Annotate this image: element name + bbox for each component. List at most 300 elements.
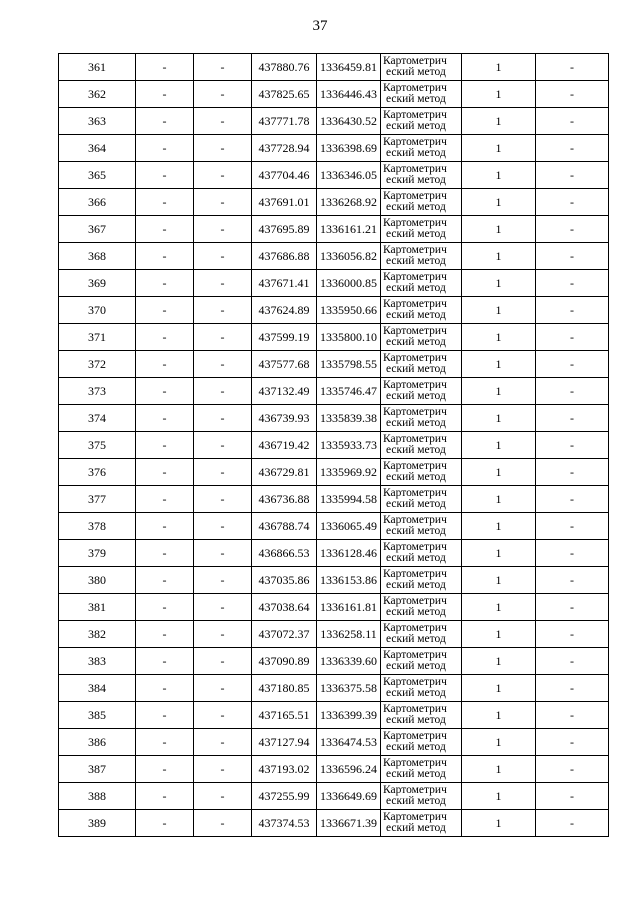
method-cell [381,594,462,621]
dash-cell: - [136,81,194,108]
accuracy-cell: 1 [462,810,536,837]
table-row [59,594,609,621]
page-number: 37 [312,18,328,34]
accuracy-cell: 1 [462,513,536,540]
dash-cell: - [194,594,252,621]
method-line-1: Картометрич [383,325,447,337]
table-row [59,216,609,243]
method-line-2: еский метод [386,309,446,321]
accuracy-cell: 1 [462,81,536,108]
accuracy-cell: 1 [462,324,536,351]
dash-cell: - [536,702,609,729]
table-body [59,54,609,837]
table-row [59,648,609,675]
method-cell [381,459,462,486]
dash-cell: - [536,135,609,162]
dash-cell: - [536,810,609,837]
dash-cell: - [536,513,609,540]
point-number-cell: 370 [59,297,136,324]
dash-cell: - [194,675,252,702]
method-line-1: Картометрич [383,352,447,364]
dash-cell: - [136,486,194,513]
method-line-1: Картометрич [383,568,447,580]
point-number-cell: 382 [59,621,136,648]
dash-cell: - [536,81,609,108]
method-line-1: Картометрич [383,730,447,742]
method-cell [381,567,462,594]
y-coordinate-cell: 1336268.92 [317,189,381,216]
table-row [59,513,609,540]
y-coordinate-cell: 1336056.82 [317,243,381,270]
method-line-2: еский метод [386,147,446,159]
dash-cell: - [536,648,609,675]
method-line-2: еский метод [386,201,446,213]
x-coordinate-cell: 437704.46 [252,162,317,189]
dash-cell: - [194,108,252,135]
method-line-2: еский метод [386,255,446,267]
method-line-1: Картометрич [383,109,447,121]
accuracy-cell: 1 [462,216,536,243]
dash-cell: - [536,621,609,648]
dash-cell: - [536,675,609,702]
dash-cell: - [136,108,194,135]
dash-cell: - [536,432,609,459]
method-cell [381,702,462,729]
dash-cell: - [194,297,252,324]
method-line-1: Картометрич [383,541,447,553]
y-coordinate-cell: 1336430.52 [317,108,381,135]
table-row [59,135,609,162]
method-line-2: еский метод [386,606,446,618]
y-coordinate-cell: 1335994.58 [317,486,381,513]
table-row [59,189,609,216]
dash-cell: - [536,756,609,783]
method-cell [381,540,462,567]
method-cell [381,135,462,162]
method-line-2: еский метод [386,363,446,375]
method-cell [381,243,462,270]
method-line-2: еский метод [386,687,446,699]
point-number-cell: 375 [59,432,136,459]
y-coordinate-cell: 1336459.81 [317,54,381,81]
table-row [59,297,609,324]
accuracy-cell: 1 [462,189,536,216]
method-line-2: еский метод [386,768,446,780]
point-number-cell: 389 [59,810,136,837]
method-line-2: еский метод [386,336,446,348]
table-row [59,783,609,810]
dash-cell: - [136,243,194,270]
point-number-cell: 380 [59,567,136,594]
x-coordinate-cell: 437599.19 [252,324,317,351]
point-number-cell: 371 [59,324,136,351]
dash-cell: - [536,783,609,810]
y-coordinate-cell: 1336446.43 [317,81,381,108]
method-cell [381,324,462,351]
method-line-1: Картометрич [383,379,447,391]
y-coordinate-cell: 1336596.24 [317,756,381,783]
point-number-cell: 361 [59,54,136,81]
dash-cell: - [536,567,609,594]
method-line-2: еский метод [386,390,446,402]
method-line-2: еский метод [386,660,446,672]
table-row [59,729,609,756]
accuracy-cell: 1 [462,135,536,162]
method-line-1: Картометрич [383,55,447,67]
y-coordinate-cell: 1336065.49 [317,513,381,540]
dash-cell: - [194,729,252,756]
dash-cell: - [536,162,609,189]
y-coordinate-cell: 1336258.11 [317,621,381,648]
y-coordinate-cell: 1335839.38 [317,405,381,432]
table-row [59,810,609,837]
x-coordinate-cell: 436866.53 [252,540,317,567]
x-coordinate-cell: 437038.64 [252,594,317,621]
dash-cell: - [136,216,194,243]
dash-cell: - [136,783,194,810]
point-number-cell: 381 [59,594,136,621]
dash-cell: - [536,405,609,432]
dash-cell: - [194,540,252,567]
dash-cell: - [194,432,252,459]
accuracy-cell: 1 [462,243,536,270]
accuracy-cell: 1 [462,270,536,297]
dash-cell: - [194,459,252,486]
dash-cell: - [136,54,194,81]
point-number-cell: 377 [59,486,136,513]
method-cell [381,378,462,405]
method-line-1: Картометрич [383,595,447,607]
x-coordinate-cell: 436739.93 [252,405,317,432]
dash-cell: - [536,540,609,567]
dash-cell: - [194,189,252,216]
dash-cell: - [136,324,194,351]
dash-cell: - [536,243,609,270]
x-coordinate-cell: 437127.94 [252,729,317,756]
dash-cell: - [536,351,609,378]
y-coordinate-cell: 1336398.69 [317,135,381,162]
x-coordinate-cell: 437880.76 [252,54,317,81]
method-line-1: Картометрич [383,271,447,283]
table-row [59,486,609,513]
method-line-1: Картометрич [383,190,447,202]
x-coordinate-cell: 437090.89 [252,648,317,675]
dash-cell: - [136,567,194,594]
y-coordinate-cell: 1336161.21 [317,216,381,243]
x-coordinate-cell: 437686.88 [252,243,317,270]
y-coordinate-cell: 1336000.85 [317,270,381,297]
x-coordinate-cell: 437255.99 [252,783,317,810]
table-row [59,540,609,567]
accuracy-cell: 1 [462,702,536,729]
accuracy-cell: 1 [462,594,536,621]
table-row [59,756,609,783]
x-coordinate-cell: 437671.41 [252,270,317,297]
method-cell [381,756,462,783]
accuracy-cell: 1 [462,675,536,702]
method-cell [381,675,462,702]
method-line-2: еский метод [386,174,446,186]
dash-cell: - [536,486,609,513]
point-number-cell: 365 [59,162,136,189]
method-line-1: Картометрич [383,433,447,445]
method-line-2: еский метод [386,633,446,645]
method-line-2: еский метод [386,228,446,240]
method-line-2: еский метод [386,525,446,537]
table-row [59,324,609,351]
method-line-1: Картометрич [383,136,447,148]
method-line-1: Картометрич [383,811,447,823]
point-number-cell: 386 [59,729,136,756]
accuracy-cell: 1 [462,432,536,459]
table-row [59,675,609,702]
method-cell [381,486,462,513]
method-cell [381,513,462,540]
y-coordinate-cell: 1335800.10 [317,324,381,351]
method-line-1: Картометрич [383,514,447,526]
y-coordinate-cell: 1336153.86 [317,567,381,594]
table-row [59,621,609,648]
dash-cell: - [136,162,194,189]
method-line-2: еский метод [386,795,446,807]
method-line-1: Картометрич [383,649,447,661]
accuracy-cell: 1 [462,108,536,135]
method-line-1: Картометрич [383,757,447,769]
point-number-cell: 362 [59,81,136,108]
y-coordinate-cell: 1336399.39 [317,702,381,729]
table-row [59,54,609,81]
table-row [59,162,609,189]
method-cell [381,729,462,756]
x-coordinate-cell: 437132.49 [252,378,317,405]
dash-cell: - [136,351,194,378]
point-number-cell: 385 [59,702,136,729]
method-line-1: Картометрич [383,244,447,256]
method-cell [381,351,462,378]
accuracy-cell: 1 [462,459,536,486]
x-coordinate-cell: 436719.42 [252,432,317,459]
dash-cell: - [194,702,252,729]
dash-cell: - [194,270,252,297]
accuracy-cell: 1 [462,783,536,810]
method-line-2: еский метод [386,822,446,834]
dash-cell: - [136,378,194,405]
dash-cell: - [136,810,194,837]
x-coordinate-cell: 437728.94 [252,135,317,162]
accuracy-cell: 1 [462,540,536,567]
table-row [59,432,609,459]
dash-cell: - [536,378,609,405]
x-coordinate-cell: 437771.78 [252,108,317,135]
x-coordinate-cell: 437691.01 [252,189,317,216]
dash-cell: - [136,297,194,324]
dash-cell: - [536,216,609,243]
accuracy-cell: 1 [462,54,536,81]
dash-cell: - [194,486,252,513]
dash-cell: - [194,405,252,432]
point-number-cell: 388 [59,783,136,810]
dash-cell: - [136,675,194,702]
x-coordinate-cell: 437072.37 [252,621,317,648]
dash-cell: - [136,702,194,729]
method-cell [381,297,462,324]
y-coordinate-cell: 1336339.60 [317,648,381,675]
method-cell [381,270,462,297]
point-number-cell: 384 [59,675,136,702]
table-row [59,81,609,108]
dash-cell: - [194,81,252,108]
point-number-cell: 376 [59,459,136,486]
x-coordinate-cell: 437180.85 [252,675,317,702]
dash-cell: - [136,459,194,486]
accuracy-cell: 1 [462,351,536,378]
dash-cell: - [136,270,194,297]
x-coordinate-cell: 437374.53 [252,810,317,837]
accuracy-cell: 1 [462,648,536,675]
accuracy-cell: 1 [462,621,536,648]
dash-cell: - [194,783,252,810]
method-line-2: еский метод [386,66,446,78]
y-coordinate-cell: 1336161.81 [317,594,381,621]
method-line-1: Картометрич [383,487,447,499]
table-row [59,108,609,135]
dash-cell: - [136,189,194,216]
x-coordinate-cell: 437193.02 [252,756,317,783]
dash-cell: - [136,540,194,567]
method-cell [381,216,462,243]
method-line-2: еский метод [386,714,446,726]
dash-cell: - [194,243,252,270]
dash-cell: - [136,432,194,459]
x-coordinate-cell: 436729.81 [252,459,317,486]
point-number-cell: 373 [59,378,136,405]
table-row [59,702,609,729]
point-number-cell: 368 [59,243,136,270]
method-line-1: Картометрич [383,460,447,472]
method-cell [381,162,462,189]
y-coordinate-cell: 1336346.05 [317,162,381,189]
table-row [59,351,609,378]
dash-cell: - [194,54,252,81]
x-coordinate-cell: 436788.74 [252,513,317,540]
dash-cell: - [536,324,609,351]
dash-cell: - [536,189,609,216]
table-row [59,270,609,297]
point-number-cell: 364 [59,135,136,162]
method-line-2: еский метод [386,579,446,591]
method-cell [381,621,462,648]
accuracy-cell: 1 [462,162,536,189]
method-line-1: Картометрич [383,82,447,94]
y-coordinate-cell: 1336128.46 [317,540,381,567]
dash-cell: - [194,162,252,189]
method-line-2: еский метод [386,120,446,132]
accuracy-cell: 1 [462,297,536,324]
x-coordinate-cell: 437624.89 [252,297,317,324]
method-line-1: Картометрич [383,298,447,310]
table-row [59,459,609,486]
point-number-cell: 372 [59,351,136,378]
point-number-cell: 366 [59,189,136,216]
dash-cell: - [136,135,194,162]
y-coordinate-cell: 1335798.55 [317,351,381,378]
method-line-2: еский метод [386,741,446,753]
point-number-cell: 367 [59,216,136,243]
dash-cell: - [536,108,609,135]
method-cell [381,648,462,675]
dash-cell: - [136,756,194,783]
method-cell [381,81,462,108]
method-cell [381,783,462,810]
accuracy-cell: 1 [462,567,536,594]
method-cell [381,189,462,216]
dash-cell: - [536,594,609,621]
dash-cell: - [194,135,252,162]
point-number-cell: 387 [59,756,136,783]
y-coordinate-cell: 1335933.73 [317,432,381,459]
dash-cell: - [136,513,194,540]
dash-cell: - [536,297,609,324]
table-row [59,567,609,594]
dash-cell: - [136,729,194,756]
dash-cell: - [194,513,252,540]
x-coordinate-cell: 437825.65 [252,81,317,108]
dash-cell: - [136,405,194,432]
dash-cell: - [136,594,194,621]
point-number-cell: 379 [59,540,136,567]
accuracy-cell: 1 [462,729,536,756]
method-line-2: еский метод [386,552,446,564]
dash-cell: - [536,54,609,81]
coordinates-table [58,53,609,837]
x-coordinate-cell: 437035.86 [252,567,317,594]
dash-cell: - [536,270,609,297]
y-coordinate-cell: 1335746.47 [317,378,381,405]
point-number-cell: 374 [59,405,136,432]
x-coordinate-cell: 437695.89 [252,216,317,243]
method-cell [381,405,462,432]
method-line-1: Картометрич [383,622,447,634]
dash-cell: - [194,810,252,837]
y-coordinate-cell: 1336649.69 [317,783,381,810]
accuracy-cell: 1 [462,378,536,405]
table-row [59,243,609,270]
accuracy-cell: 1 [462,486,536,513]
point-number-cell: 378 [59,513,136,540]
dash-cell: - [194,567,252,594]
dash-cell: - [194,621,252,648]
dash-cell: - [194,216,252,243]
method-line-1: Картометрич [383,163,447,175]
method-line-2: еский метод [386,93,446,105]
dash-cell: - [194,756,252,783]
method-line-2: еский метод [386,471,446,483]
method-line-1: Картометрич [383,217,447,229]
method-line-2: еский метод [386,282,446,294]
method-cell [381,432,462,459]
y-coordinate-cell: 1335969.92 [317,459,381,486]
method-cell [381,810,462,837]
dash-cell: - [194,648,252,675]
method-line-2: еский метод [386,444,446,456]
dash-cell: - [194,378,252,405]
dash-cell: - [194,351,252,378]
x-coordinate-cell: 437577.68 [252,351,317,378]
dash-cell: - [194,324,252,351]
method-line-1: Картометрич [383,784,447,796]
method-cell [381,108,462,135]
method-line-2: еский метод [386,417,446,429]
